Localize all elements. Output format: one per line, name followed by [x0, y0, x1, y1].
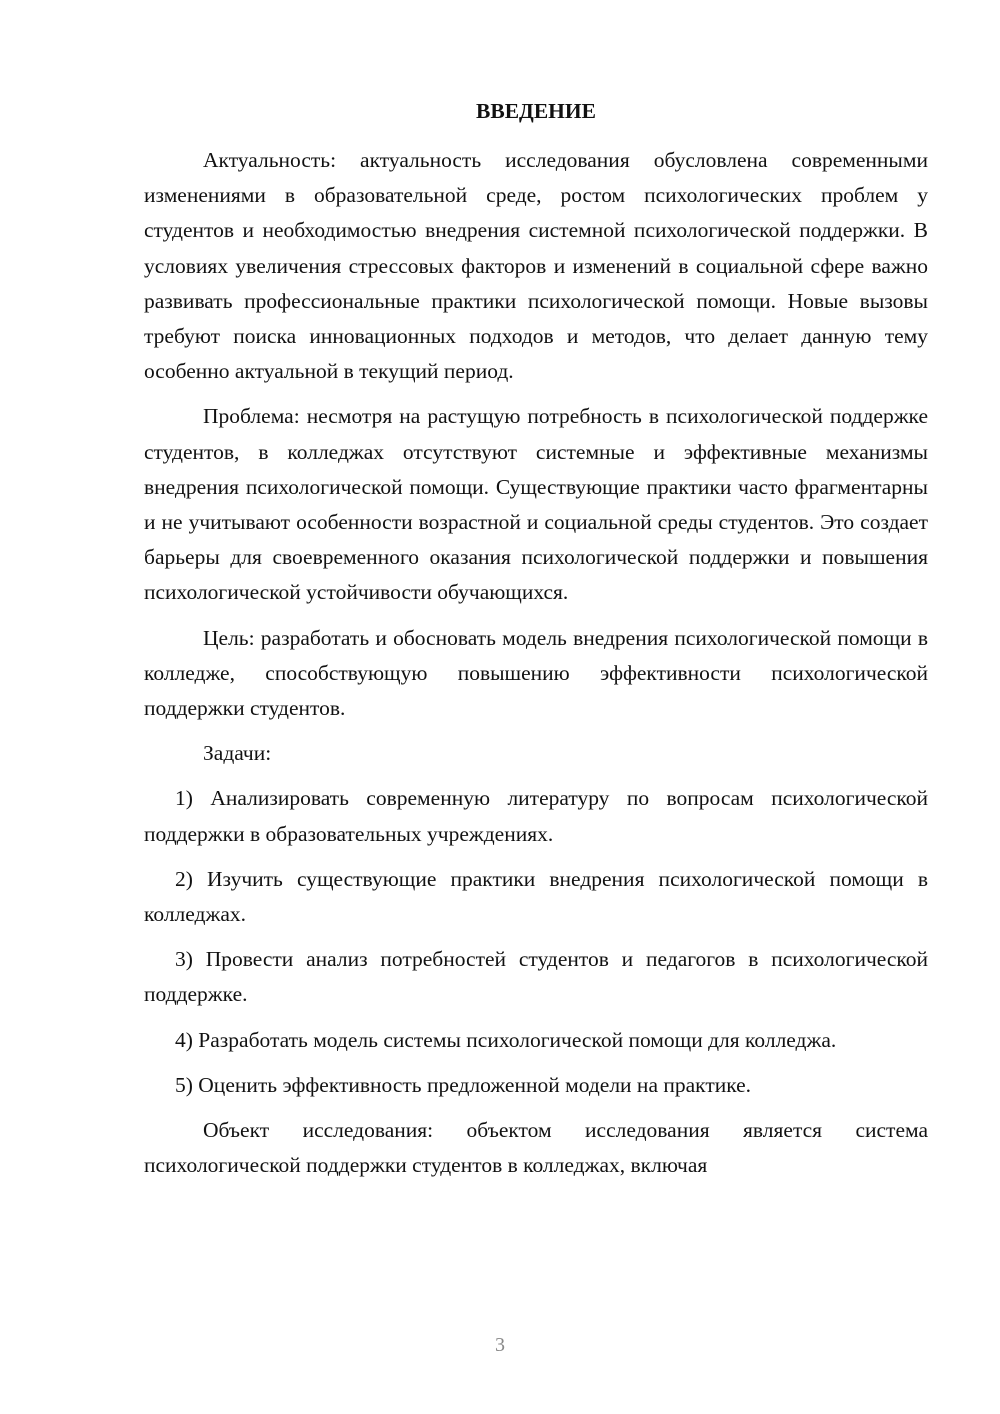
page-number: 3	[495, 1334, 505, 1356]
page-content	[144, 95, 928, 1193]
task-item-1: 1) Анализировать современную литературу по вопросам психологической поддержки в образовательных учреждениях.	[144, 786, 928, 846]
object-paragraph: Объект исследования: объектом исследования является система психологической поддержки студентов в колледжах, включая	[144, 1118, 928, 1178]
task-item-3: 3) Провести анализ потребностей студентов и педагогов в психологической поддержке.	[144, 947, 928, 1007]
problem-paragraph: Проблема: несмотря на растущую потребность в психологической поддержке студентов, в колледжах отсутствуют системные и эффективные механизмы внедрения психологической помощи. Существующие практики часто фрагментарны и не учитывают особенности возрастной и социальной среды студентов. Это создает барьеры для своевременного оказания психологической поддержки и повышения психологической устойчивости обучающихся.	[144, 404, 928, 605]
task-item-4: 4) Разработать модель системы психологической помощи для колледжа.	[175, 1027, 837, 1052]
section-title: ВВЕДЕНИЕ	[476, 99, 596, 123]
tasks-heading: Задачи:	[203, 741, 272, 766]
task-item-2: 2) Изучить существующие практики внедрения психологической помощи в колледжах.	[144, 866, 928, 927]
relevance-paragraph: Актуальность: актуальность исследования обусловлена современными изменениями в образовательной среде, ростом психологических проблем у студентов и необходимостью внедрения системной психологической поддержки. В условиях увеличения стрессовых факторов и изменений в социальной сфере важно развивать профессиональные практики психологической помощи. Новые вызовы требуют поиска инновационных подходов и методов, что делает данную тему особенно актуальной в текущий период.	[144, 148, 928, 384]
goal-paragraph: Цель: разработать и обосновать модель внедрения психологической помощи в колледже, способствующую повышению эффективности психологической поддержки студентов.	[144, 625, 928, 721]
task-item-5: 5) Оценить эффективность предложенной модели на практике.	[175, 1072, 752, 1097]
